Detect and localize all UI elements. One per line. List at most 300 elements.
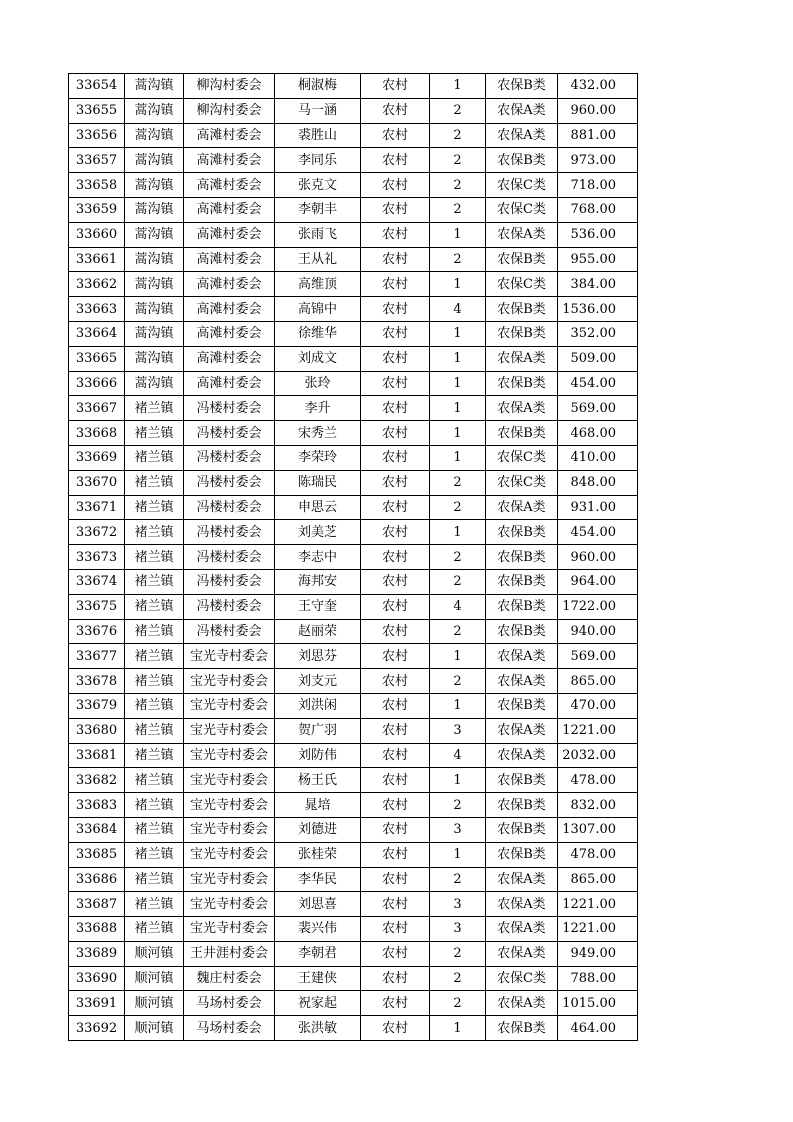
table-row bbox=[69, 842, 638, 867]
record-id-cell: 33677 bbox=[69, 644, 125, 669]
record-id-cell: 33683 bbox=[69, 793, 125, 818]
town-cell: 褚兰镇 bbox=[125, 768, 184, 793]
person-name-cell: 刘防伟 bbox=[275, 743, 361, 768]
town-cell: 蒿沟镇 bbox=[125, 123, 184, 148]
insurance-category-cell: 农保A类 bbox=[486, 346, 558, 371]
amount-cell: 2032.00 bbox=[558, 743, 638, 768]
person-count-cell: 1 bbox=[430, 445, 486, 470]
person-name-cell: 刘思喜 bbox=[275, 892, 361, 917]
insurance-category-cell: 农保C类 bbox=[486, 197, 558, 222]
town-cell: 褚兰镇 bbox=[125, 743, 184, 768]
person-count-cell: 2 bbox=[430, 941, 486, 966]
person-count-cell: 1 bbox=[430, 346, 486, 371]
village-committee-cell: 宝光寺村委会 bbox=[184, 718, 275, 743]
insurance-category-cell: 农保A类 bbox=[486, 991, 558, 1016]
table-row bbox=[69, 644, 638, 669]
village-committee-cell: 高滩村委会 bbox=[184, 247, 275, 272]
amount-cell: 848.00 bbox=[558, 470, 638, 495]
person-name-cell: 张洪敏 bbox=[275, 1016, 361, 1041]
person-count-cell: 4 bbox=[430, 297, 486, 322]
person-count-cell: 1 bbox=[430, 768, 486, 793]
amount-cell: 454.00 bbox=[558, 371, 638, 396]
person-count-cell: 2 bbox=[430, 619, 486, 644]
town-cell: 褚兰镇 bbox=[125, 867, 184, 892]
table-row bbox=[69, 272, 638, 297]
person-count-cell: 1 bbox=[430, 321, 486, 346]
record-id-cell: 33661 bbox=[69, 247, 125, 272]
amount-cell: 470.00 bbox=[558, 693, 638, 718]
town-cell: 顺河镇 bbox=[125, 941, 184, 966]
town-cell: 蒿沟镇 bbox=[125, 197, 184, 222]
town-cell: 蒿沟镇 bbox=[125, 272, 184, 297]
insurance-category-cell: 农保C类 bbox=[486, 966, 558, 991]
person-name-cell: 海邦安 bbox=[275, 569, 361, 594]
residence-type-cell: 农村 bbox=[361, 470, 430, 495]
person-name-cell: 张雨飞 bbox=[275, 222, 361, 247]
table-row bbox=[69, 966, 638, 991]
residence-type-cell: 农村 bbox=[361, 371, 430, 396]
town-cell: 褚兰镇 bbox=[125, 718, 184, 743]
amount-cell: 1015.00 bbox=[558, 991, 638, 1016]
record-id-cell: 33685 bbox=[69, 842, 125, 867]
table-row bbox=[69, 247, 638, 272]
residence-type-cell: 农村 bbox=[361, 594, 430, 619]
residence-type-cell: 农村 bbox=[361, 123, 430, 148]
amount-cell: 536.00 bbox=[558, 222, 638, 247]
person-name-cell: 马一涵 bbox=[275, 98, 361, 123]
town-cell: 蒿沟镇 bbox=[125, 297, 184, 322]
residence-type-cell: 农村 bbox=[361, 247, 430, 272]
table-row bbox=[69, 1016, 638, 1041]
person-count-cell: 4 bbox=[430, 594, 486, 619]
insurance-category-cell: 农保B类 bbox=[486, 793, 558, 818]
residence-type-cell: 农村 bbox=[361, 569, 430, 594]
table-row bbox=[69, 74, 638, 99]
table-row bbox=[69, 941, 638, 966]
person-count-cell: 1 bbox=[430, 222, 486, 247]
village-committee-cell: 冯楼村委会 bbox=[184, 421, 275, 446]
person-count-cell: 2 bbox=[430, 569, 486, 594]
village-committee-cell: 高滩村委会 bbox=[184, 321, 275, 346]
residence-type-cell: 农村 bbox=[361, 669, 430, 694]
insurance-category-cell: 农保C类 bbox=[486, 173, 558, 198]
insurance-category-cell: 农保B类 bbox=[486, 768, 558, 793]
residence-type-cell: 农村 bbox=[361, 743, 430, 768]
person-name-cell: 李同乐 bbox=[275, 148, 361, 173]
person-count-cell: 3 bbox=[430, 892, 486, 917]
person-count-cell: 2 bbox=[430, 98, 486, 123]
town-cell: 褚兰镇 bbox=[125, 495, 184, 520]
town-cell: 蒿沟镇 bbox=[125, 98, 184, 123]
person-count-cell: 2 bbox=[430, 148, 486, 173]
table-row bbox=[69, 793, 638, 818]
residence-type-cell: 农村 bbox=[361, 693, 430, 718]
record-id-cell: 33664 bbox=[69, 321, 125, 346]
record-id-cell: 33662 bbox=[69, 272, 125, 297]
record-id-cell: 33672 bbox=[69, 520, 125, 545]
table-row bbox=[69, 495, 638, 520]
person-name-cell: 王守奎 bbox=[275, 594, 361, 619]
residence-type-cell: 农村 bbox=[361, 545, 430, 570]
person-name-cell: 李志中 bbox=[275, 545, 361, 570]
table-row bbox=[69, 396, 638, 421]
town-cell: 褚兰镇 bbox=[125, 817, 184, 842]
town-cell: 褚兰镇 bbox=[125, 644, 184, 669]
record-id-cell: 33673 bbox=[69, 545, 125, 570]
person-count-cell: 2 bbox=[430, 793, 486, 818]
person-name-cell: 刘德进 bbox=[275, 817, 361, 842]
town-cell: 褚兰镇 bbox=[125, 421, 184, 446]
record-id-cell: 33688 bbox=[69, 917, 125, 942]
person-name-cell: 徐维华 bbox=[275, 321, 361, 346]
amount-cell: 1307.00 bbox=[558, 817, 638, 842]
insurance-category-cell: 农保B类 bbox=[486, 842, 558, 867]
record-id-cell: 33680 bbox=[69, 718, 125, 743]
amount-cell: 478.00 bbox=[558, 768, 638, 793]
person-name-cell: 陈瑞民 bbox=[275, 470, 361, 495]
record-id-cell: 33682 bbox=[69, 768, 125, 793]
amount-cell: 788.00 bbox=[558, 966, 638, 991]
residence-type-cell: 农村 bbox=[361, 272, 430, 297]
amount-cell: 1221.00 bbox=[558, 892, 638, 917]
person-count-cell: 2 bbox=[430, 197, 486, 222]
table-row bbox=[69, 619, 638, 644]
person-name-cell: 赵丽荣 bbox=[275, 619, 361, 644]
table-row bbox=[69, 321, 638, 346]
amount-cell: 478.00 bbox=[558, 842, 638, 867]
town-cell: 褚兰镇 bbox=[125, 445, 184, 470]
insurance-category-cell: 农保B类 bbox=[486, 148, 558, 173]
insurance-category-cell: 农保A类 bbox=[486, 396, 558, 421]
person-count-cell: 1 bbox=[430, 644, 486, 669]
person-count-cell: 1 bbox=[430, 272, 486, 297]
person-name-cell: 晁培 bbox=[275, 793, 361, 818]
residence-type-cell: 农村 bbox=[361, 991, 430, 1016]
record-id-cell: 33667 bbox=[69, 396, 125, 421]
insurance-category-cell: 农保B类 bbox=[486, 594, 558, 619]
table-row bbox=[69, 991, 638, 1016]
town-cell: 褚兰镇 bbox=[125, 594, 184, 619]
residence-type-cell: 农村 bbox=[361, 941, 430, 966]
insurance-category-cell: 农保C类 bbox=[486, 470, 558, 495]
person-count-cell: 2 bbox=[430, 470, 486, 495]
person-name-cell: 刘支元 bbox=[275, 669, 361, 694]
amount-cell: 931.00 bbox=[558, 495, 638, 520]
record-id-cell: 33674 bbox=[69, 569, 125, 594]
table-row bbox=[69, 768, 638, 793]
village-committee-cell: 宝光寺村委会 bbox=[184, 644, 275, 669]
residence-type-cell: 农村 bbox=[361, 445, 430, 470]
person-count-cell: 3 bbox=[430, 718, 486, 743]
table-row bbox=[69, 594, 638, 619]
village-committee-cell: 冯楼村委会 bbox=[184, 495, 275, 520]
village-committee-cell: 宝光寺村委会 bbox=[184, 768, 275, 793]
table-row bbox=[69, 867, 638, 892]
person-count-cell: 2 bbox=[430, 545, 486, 570]
village-committee-cell: 马场村委会 bbox=[184, 991, 275, 1016]
residence-type-cell: 农村 bbox=[361, 346, 430, 371]
person-count-cell: 1 bbox=[430, 371, 486, 396]
village-committee-cell: 冯楼村委会 bbox=[184, 569, 275, 594]
person-count-cell: 3 bbox=[430, 817, 486, 842]
record-id-cell: 33684 bbox=[69, 817, 125, 842]
record-id-cell: 33681 bbox=[69, 743, 125, 768]
insurance-category-cell: 农保A类 bbox=[486, 718, 558, 743]
residence-type-cell: 农村 bbox=[361, 520, 430, 545]
amount-cell: 468.00 bbox=[558, 421, 638, 446]
record-id-cell: 33668 bbox=[69, 421, 125, 446]
record-id-cell: 33663 bbox=[69, 297, 125, 322]
person-count-cell: 1 bbox=[430, 421, 486, 446]
town-cell: 褚兰镇 bbox=[125, 793, 184, 818]
town-cell: 蒿沟镇 bbox=[125, 371, 184, 396]
amount-cell: 865.00 bbox=[558, 867, 638, 892]
table-row bbox=[69, 470, 638, 495]
village-committee-cell: 冯楼村委会 bbox=[184, 545, 275, 570]
town-cell: 顺河镇 bbox=[125, 1016, 184, 1041]
village-committee-cell: 冯楼村委会 bbox=[184, 396, 275, 421]
table-row bbox=[69, 98, 638, 123]
village-committee-cell: 高滩村委会 bbox=[184, 371, 275, 396]
person-name-cell: 裘胜山 bbox=[275, 123, 361, 148]
village-committee-cell: 高滩村委会 bbox=[184, 297, 275, 322]
person-count-cell: 2 bbox=[430, 966, 486, 991]
table-row bbox=[69, 693, 638, 718]
insurance-category-cell: 农保B类 bbox=[486, 817, 558, 842]
person-count-cell: 1 bbox=[430, 1016, 486, 1041]
person-name-cell: 刘美芝 bbox=[275, 520, 361, 545]
person-name-cell: 李朝君 bbox=[275, 941, 361, 966]
table-body bbox=[69, 74, 638, 1041]
residence-type-cell: 农村 bbox=[361, 619, 430, 644]
town-cell: 褚兰镇 bbox=[125, 892, 184, 917]
village-committee-cell: 宝光寺村委会 bbox=[184, 793, 275, 818]
record-id-cell: 33656 bbox=[69, 123, 125, 148]
village-committee-cell: 冯楼村委会 bbox=[184, 619, 275, 644]
person-name-cell: 李升 bbox=[275, 396, 361, 421]
person-name-cell: 王建侠 bbox=[275, 966, 361, 991]
records-table bbox=[68, 73, 638, 1041]
table-row bbox=[69, 892, 638, 917]
residence-type-cell: 农村 bbox=[361, 1016, 430, 1041]
residence-type-cell: 农村 bbox=[361, 817, 430, 842]
amount-cell: 1221.00 bbox=[558, 917, 638, 942]
town-cell: 蒿沟镇 bbox=[125, 222, 184, 247]
insurance-category-cell: 农保A类 bbox=[486, 644, 558, 669]
record-id-cell: 33689 bbox=[69, 941, 125, 966]
insurance-category-cell: 农保B类 bbox=[486, 421, 558, 446]
residence-type-cell: 农村 bbox=[361, 867, 430, 892]
record-id-cell: 33654 bbox=[69, 74, 125, 99]
person-count-cell: 2 bbox=[430, 247, 486, 272]
residence-type-cell: 农村 bbox=[361, 892, 430, 917]
town-cell: 顺河镇 bbox=[125, 966, 184, 991]
village-committee-cell: 宝光寺村委会 bbox=[184, 917, 275, 942]
record-id-cell: 33659 bbox=[69, 197, 125, 222]
insurance-category-cell: 农保A类 bbox=[486, 98, 558, 123]
insurance-category-cell: 农保B类 bbox=[486, 74, 558, 99]
amount-cell: 1536.00 bbox=[558, 297, 638, 322]
village-committee-cell: 宝光寺村委会 bbox=[184, 669, 275, 694]
person-count-cell: 2 bbox=[430, 123, 486, 148]
amount-cell: 569.00 bbox=[558, 396, 638, 421]
table-row bbox=[69, 817, 638, 842]
town-cell: 蒿沟镇 bbox=[125, 74, 184, 99]
table-row bbox=[69, 346, 638, 371]
insurance-category-cell: 农保A类 bbox=[486, 222, 558, 247]
village-committee-cell: 宝光寺村委会 bbox=[184, 743, 275, 768]
insurance-category-cell: 农保B类 bbox=[486, 619, 558, 644]
residence-type-cell: 农村 bbox=[361, 966, 430, 991]
amount-cell: 973.00 bbox=[558, 148, 638, 173]
residence-type-cell: 农村 bbox=[361, 495, 430, 520]
record-id-cell: 33670 bbox=[69, 470, 125, 495]
village-committee-cell: 冯楼村委会 bbox=[184, 445, 275, 470]
record-id-cell: 33686 bbox=[69, 867, 125, 892]
insurance-category-cell: 农保C类 bbox=[486, 445, 558, 470]
table-row bbox=[69, 173, 638, 198]
record-id-cell: 33690 bbox=[69, 966, 125, 991]
village-committee-cell: 魏庄村委会 bbox=[184, 966, 275, 991]
town-cell: 褚兰镇 bbox=[125, 470, 184, 495]
person-name-cell: 刘成文 bbox=[275, 346, 361, 371]
person-name-cell: 桐淑梅 bbox=[275, 74, 361, 99]
residence-type-cell: 农村 bbox=[361, 173, 430, 198]
table-row bbox=[69, 917, 638, 942]
person-count-cell: 1 bbox=[430, 842, 486, 867]
insurance-category-cell: 农保A类 bbox=[486, 941, 558, 966]
table-row bbox=[69, 569, 638, 594]
person-count-cell: 2 bbox=[430, 173, 486, 198]
residence-type-cell: 农村 bbox=[361, 148, 430, 173]
record-id-cell: 33675 bbox=[69, 594, 125, 619]
village-committee-cell: 高滩村委会 bbox=[184, 272, 275, 297]
record-id-cell: 33679 bbox=[69, 693, 125, 718]
person-count-cell: 1 bbox=[430, 520, 486, 545]
amount-cell: 940.00 bbox=[558, 619, 638, 644]
town-cell: 蒿沟镇 bbox=[125, 346, 184, 371]
table-row bbox=[69, 545, 638, 570]
village-committee-cell: 王井涯村委会 bbox=[184, 941, 275, 966]
residence-type-cell: 农村 bbox=[361, 421, 430, 446]
village-committee-cell: 高滩村委会 bbox=[184, 173, 275, 198]
town-cell: 褚兰镇 bbox=[125, 396, 184, 421]
insurance-category-cell: 农保A类 bbox=[486, 743, 558, 768]
residence-type-cell: 农村 bbox=[361, 74, 430, 99]
table-row bbox=[69, 743, 638, 768]
town-cell: 蒿沟镇 bbox=[125, 247, 184, 272]
insurance-category-cell: 农保A类 bbox=[486, 123, 558, 148]
town-cell: 褚兰镇 bbox=[125, 619, 184, 644]
record-id-cell: 33671 bbox=[69, 495, 125, 520]
person-name-cell: 王从礼 bbox=[275, 247, 361, 272]
insurance-category-cell: 农保B类 bbox=[486, 520, 558, 545]
town-cell: 褚兰镇 bbox=[125, 917, 184, 942]
record-id-cell: 33658 bbox=[69, 173, 125, 198]
amount-cell: 718.00 bbox=[558, 173, 638, 198]
person-name-cell: 刘思芬 bbox=[275, 644, 361, 669]
person-name-cell: 贺广羽 bbox=[275, 718, 361, 743]
insurance-category-cell: 农保B类 bbox=[486, 545, 558, 570]
table-row bbox=[69, 371, 638, 396]
person-name-cell: 裴兴伟 bbox=[275, 917, 361, 942]
person-name-cell: 高锦中 bbox=[275, 297, 361, 322]
residence-type-cell: 农村 bbox=[361, 197, 430, 222]
amount-cell: 865.00 bbox=[558, 669, 638, 694]
residence-type-cell: 农村 bbox=[361, 842, 430, 867]
insurance-category-cell: 农保B类 bbox=[486, 247, 558, 272]
amount-cell: 1722.00 bbox=[558, 594, 638, 619]
village-committee-cell: 高滩村委会 bbox=[184, 222, 275, 247]
residence-type-cell: 农村 bbox=[361, 222, 430, 247]
residence-type-cell: 农村 bbox=[361, 917, 430, 942]
amount-cell: 464.00 bbox=[558, 1016, 638, 1041]
person-count-cell: 1 bbox=[430, 74, 486, 99]
person-count-cell: 2 bbox=[430, 669, 486, 694]
village-committee-cell: 高滩村委会 bbox=[184, 197, 275, 222]
table-row bbox=[69, 222, 638, 247]
town-cell: 蒿沟镇 bbox=[125, 173, 184, 198]
village-committee-cell: 高滩村委会 bbox=[184, 346, 275, 371]
person-name-cell: 张玲 bbox=[275, 371, 361, 396]
record-id-cell: 33660 bbox=[69, 222, 125, 247]
village-committee-cell: 冯楼村委会 bbox=[184, 520, 275, 545]
record-id-cell: 33691 bbox=[69, 991, 125, 1016]
amount-cell: 384.00 bbox=[558, 272, 638, 297]
record-id-cell: 33657 bbox=[69, 148, 125, 173]
person-name-cell: 张克文 bbox=[275, 173, 361, 198]
town-cell: 褚兰镇 bbox=[125, 693, 184, 718]
village-committee-cell: 柳沟村委会 bbox=[184, 98, 275, 123]
village-committee-cell: 高滩村委会 bbox=[184, 148, 275, 173]
amount-cell: 509.00 bbox=[558, 346, 638, 371]
table-row bbox=[69, 123, 638, 148]
person-name-cell: 宋秀兰 bbox=[275, 421, 361, 446]
amount-cell: 960.00 bbox=[558, 545, 638, 570]
person-name-cell: 李荣玲 bbox=[275, 445, 361, 470]
amount-cell: 768.00 bbox=[558, 197, 638, 222]
residence-type-cell: 农村 bbox=[361, 297, 430, 322]
record-id-cell: 33666 bbox=[69, 371, 125, 396]
residence-type-cell: 农村 bbox=[361, 793, 430, 818]
record-id-cell: 33678 bbox=[69, 669, 125, 694]
person-name-cell: 李华民 bbox=[275, 867, 361, 892]
village-committee-cell: 宝光寺村委会 bbox=[184, 842, 275, 867]
amount-cell: 569.00 bbox=[558, 644, 638, 669]
town-cell: 蒿沟镇 bbox=[125, 148, 184, 173]
village-committee-cell: 宝光寺村委会 bbox=[184, 867, 275, 892]
residence-type-cell: 农村 bbox=[361, 98, 430, 123]
insurance-category-cell: 农保B类 bbox=[486, 371, 558, 396]
amount-cell: 1221.00 bbox=[558, 718, 638, 743]
person-count-cell: 3 bbox=[430, 917, 486, 942]
insurance-category-cell: 农保A类 bbox=[486, 495, 558, 520]
amount-cell: 881.00 bbox=[558, 123, 638, 148]
town-cell: 蒿沟镇 bbox=[125, 321, 184, 346]
village-committee-cell: 冯楼村委会 bbox=[184, 470, 275, 495]
village-committee-cell: 柳沟村委会 bbox=[184, 74, 275, 99]
insurance-category-cell: 农保C类 bbox=[486, 272, 558, 297]
insurance-category-cell: 农保B类 bbox=[486, 321, 558, 346]
table-row bbox=[69, 148, 638, 173]
table-row bbox=[69, 669, 638, 694]
record-id-cell: 33687 bbox=[69, 892, 125, 917]
table-row bbox=[69, 718, 638, 743]
insurance-category-cell: 农保A类 bbox=[486, 669, 558, 694]
person-count-cell: 1 bbox=[430, 693, 486, 718]
insurance-category-cell: 农保B类 bbox=[486, 1016, 558, 1041]
insurance-category-cell: 农保A类 bbox=[486, 892, 558, 917]
